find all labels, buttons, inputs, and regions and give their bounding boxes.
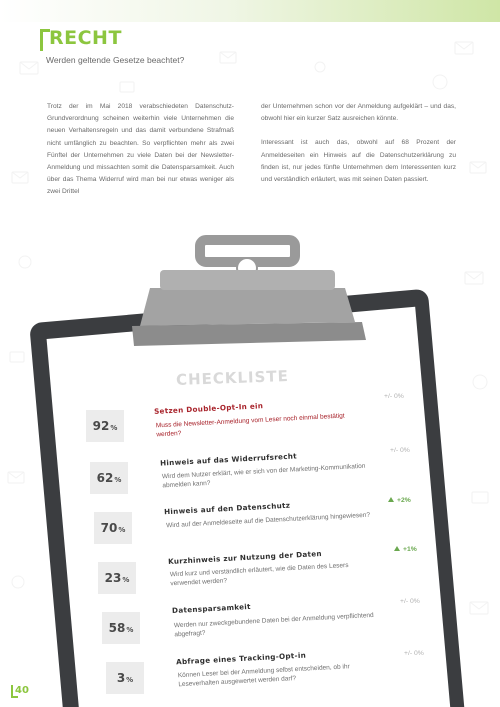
percent-sign: %	[126, 675, 134, 684]
percentage-value: 3	[116, 671, 126, 685]
arrow-up-icon	[388, 497, 394, 502]
checklist-item-title: Setzen Double-Opt-In ein	[153, 401, 264, 416]
percentage-box	[94, 512, 132, 544]
clipboard-clip	[132, 240, 366, 346]
trend-value-text: +1%	[403, 546, 417, 553]
percentage-box	[106, 662, 144, 694]
percent-sign: %	[122, 575, 130, 584]
percentage-value: 62	[96, 471, 114, 485]
section-title: RECHT	[49, 27, 122, 49]
percent-sign: %	[114, 475, 122, 484]
checklist-item-title: Kurzhinweis zur Nutzung der Daten	[167, 548, 323, 567]
checklist-item-description: Wird auf der Anmeldeseite auf die Datenschutzerklärung hingewiesen?	[165, 511, 371, 530]
checklist-title: CHECKLISTE	[175, 367, 290, 389]
page-number-text: 40	[15, 685, 29, 696]
trend-value-text: +2%	[397, 497, 411, 504]
percentage-box	[86, 410, 124, 442]
checklist-item-description: Muss die Newsletter-Anmeldung vom Leser noch einmal bestätigt werden?	[155, 412, 345, 439]
top-gradient-band	[0, 0, 500, 22]
percentage-value: 92	[92, 419, 110, 433]
trend-value: +/- 0%	[404, 650, 424, 657]
trend-value	[394, 546, 417, 553]
trend-value	[388, 497, 411, 504]
checklist-item-description: Können Leser bei der Anmeldung selbst entscheiden, ob ihr Leseverhalten ausgewertet werden darf?	[177, 663, 350, 689]
checklist-item-description: Werden nur zweckgebundene Daten bei der Anmeldung verpflichtend abgefragt?	[173, 611, 374, 639]
percentage-value: 70	[100, 521, 118, 535]
checklist-item-description: Wird kurz und verständlich erläutert, wie die Daten des Lesers verwendet werden?	[169, 562, 349, 588]
checklist-item-title: Hinweis auf den Datenschutz	[163, 500, 291, 517]
percent-sign: %	[118, 525, 126, 534]
page-number	[11, 685, 43, 699]
body-column-right	[261, 101, 456, 198]
percentage-box	[98, 562, 136, 594]
percentage-box	[102, 612, 140, 644]
arrow-up-icon	[394, 546, 400, 551]
checklist-item-title: Hinweis auf das Widerrufsrecht	[159, 451, 298, 468]
percentage-box	[90, 462, 128, 494]
checklist-item-description: Wird dem Nutzer erklärt, wie er sich von der Marketing-Kommunikation abmelden kann?	[161, 462, 366, 490]
percentage-value: 23	[104, 571, 122, 585]
trend-value: +/- 0%	[390, 447, 410, 454]
trend-value: +/- 0%	[384, 393, 404, 400]
body-paragraph: Interessant ist auch das, obwohl auf 68 Prozent der Anmeldeseiten ein Hinweis auf die Datenschutzerklärung zu finden ist, nur jedes fünfte Unternehmen dem Interessenten kurz und verständlich erläutert, was mit seinen Daten passiert.	[261, 139, 456, 184]
section-subtitle: Werden geltende Gesetze beachtet?	[46, 55, 185, 65]
body-paragraph: Trotz der im Mai 2018 verabschiedeten Datenschutz-Grundverordnung scheinen weiterhin viele Unternehmen die neuen Verhaltensregeln und das damit verbundene Strafmaß nicht umfänglich zu beachten. So verpflichten mehr als zwei Fünftel der Unternehmen zu viele Daten bei der Newsletter-Anmeldung und missachten somit die Datensparsamkeit. Auch über das Thema Widerruf wird man bei nur etwas weniger als zwei Drittel	[47, 103, 234, 196]
percentage-value: 58	[108, 621, 126, 635]
percent-sign: %	[110, 423, 118, 432]
body-paragraph: der Unternehmen schon vor der Anmeldung aufgeklärt – und das, obwohl hier ein kurzer Satz ausreichen könnte.	[261, 103, 456, 123]
checklist-item-title: Datensparsamkeit	[171, 601, 252, 616]
checklist-item-title: Abfrage eines Tracking-Opt-in	[175, 650, 307, 667]
body-column-left	[47, 101, 234, 211]
trend-value: +/- 0%	[400, 598, 420, 605]
percent-sign: %	[126, 625, 134, 634]
